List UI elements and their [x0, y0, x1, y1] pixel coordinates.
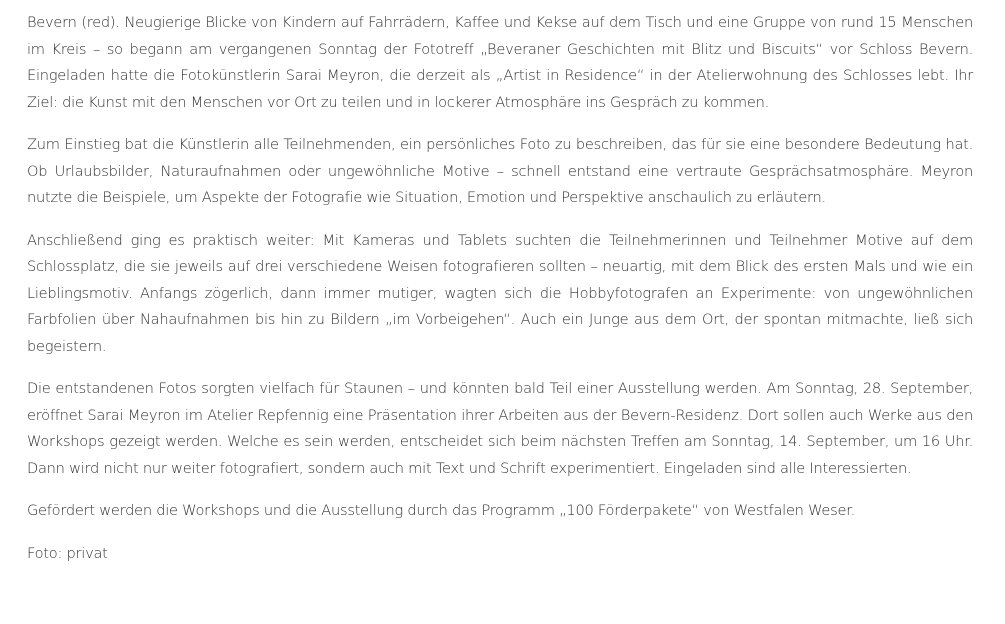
paragraph-funding: Gefördert werden die Workshops und die Ausstellung durch das Programm „100 Förderpakete“ von Westfalen Weser.: [27, 502, 855, 519]
photo-credit: Foto: privat: [27, 544, 108, 562]
article-body: [27, 10, 973, 583]
paragraph-introduction-round: Zum Einstieg bat die Künstlerin alle Teilnehmenden, ein persönliches Foto zu beschreiben, das für sie eine besondere Bedeutung hat. Ob Urlaubsbilder, Naturaufnahmen oder ungewöhnliche Motive – schnell entstand eine vertraute Gesprächsatmosphäre. Meyron nutzte die Beispiele, um Aspekte der Fotografie wie Situation, Emotion und Perspektive anschaulich zu erläutern.: [27, 136, 973, 206]
paragraph-intro: Bevern (red). Neugierige Blicke von Kindern auf Fahrrädern, Kaffee und Kekse auf dem Tisch und eine Gruppe von rund 15 Menschen im Kreis – so begann am vergangenen Sonntag der Fototreff „Beveraner Geschichten mit Blitz und Biscuits“ vor Schloss Bevern. Eingeladen hatte die Fotokünstlerin Sarai Meyron, die derzeit als „Artist in Residence“ in der Atelierwohnung des Schlosses lebt. Ihr Ziel: die Kunst mit den Menschen vor Ort zu teilen und in lockerer Atmosphäre ins Gespräch zu kommen.: [27, 14, 973, 111]
paragraph-exhibition: Die entstandenen Fotos sorgten vielfach für Staunen – und könnten bald Teil einer Ausstellung werden. Am Sonntag, 28. September, eröffnet Sarai Meyron im Atelier Repfennig eine Präsentation ihrer Arbeiten aus der Bevern-Residenz. Dort sollen auch Werke aus den Workshops gezeigt werden. Welche es sein werden, entscheidet sich beim nächsten Treffen am Sonntag, 14. September, um 16 Uhr. Dann wird nicht nur weiter fotografiert, sondern auch mit Text und Schrift experimentiert. Eingeladen sind alle Interessierten.: [27, 380, 973, 477]
paragraph-practical-part: Anschließend ging es praktisch weiter: Mit Kameras und Tablets suchten die Teilnehmerinnen und Teilnehmer Motive auf dem Schlossplatz, die sie jeweils auf drei verschiedene Weisen fotografieren sollten – neuartig, mit dem Blick des ersten Mals und wie ein Lieblingsmotiv. Anfangs zögerlich, dann immer mutiger, wagten sich die Hobbyfotografen an Experimente: von ungewöhnlichen Farbfolien über Nahaufnahmen bis hin zu Bildern „im Vorbeigehen“. Auch ein Junge aus dem Ort, der spontan mitmachte, ließ sich begeistern.: [27, 231, 973, 355]
